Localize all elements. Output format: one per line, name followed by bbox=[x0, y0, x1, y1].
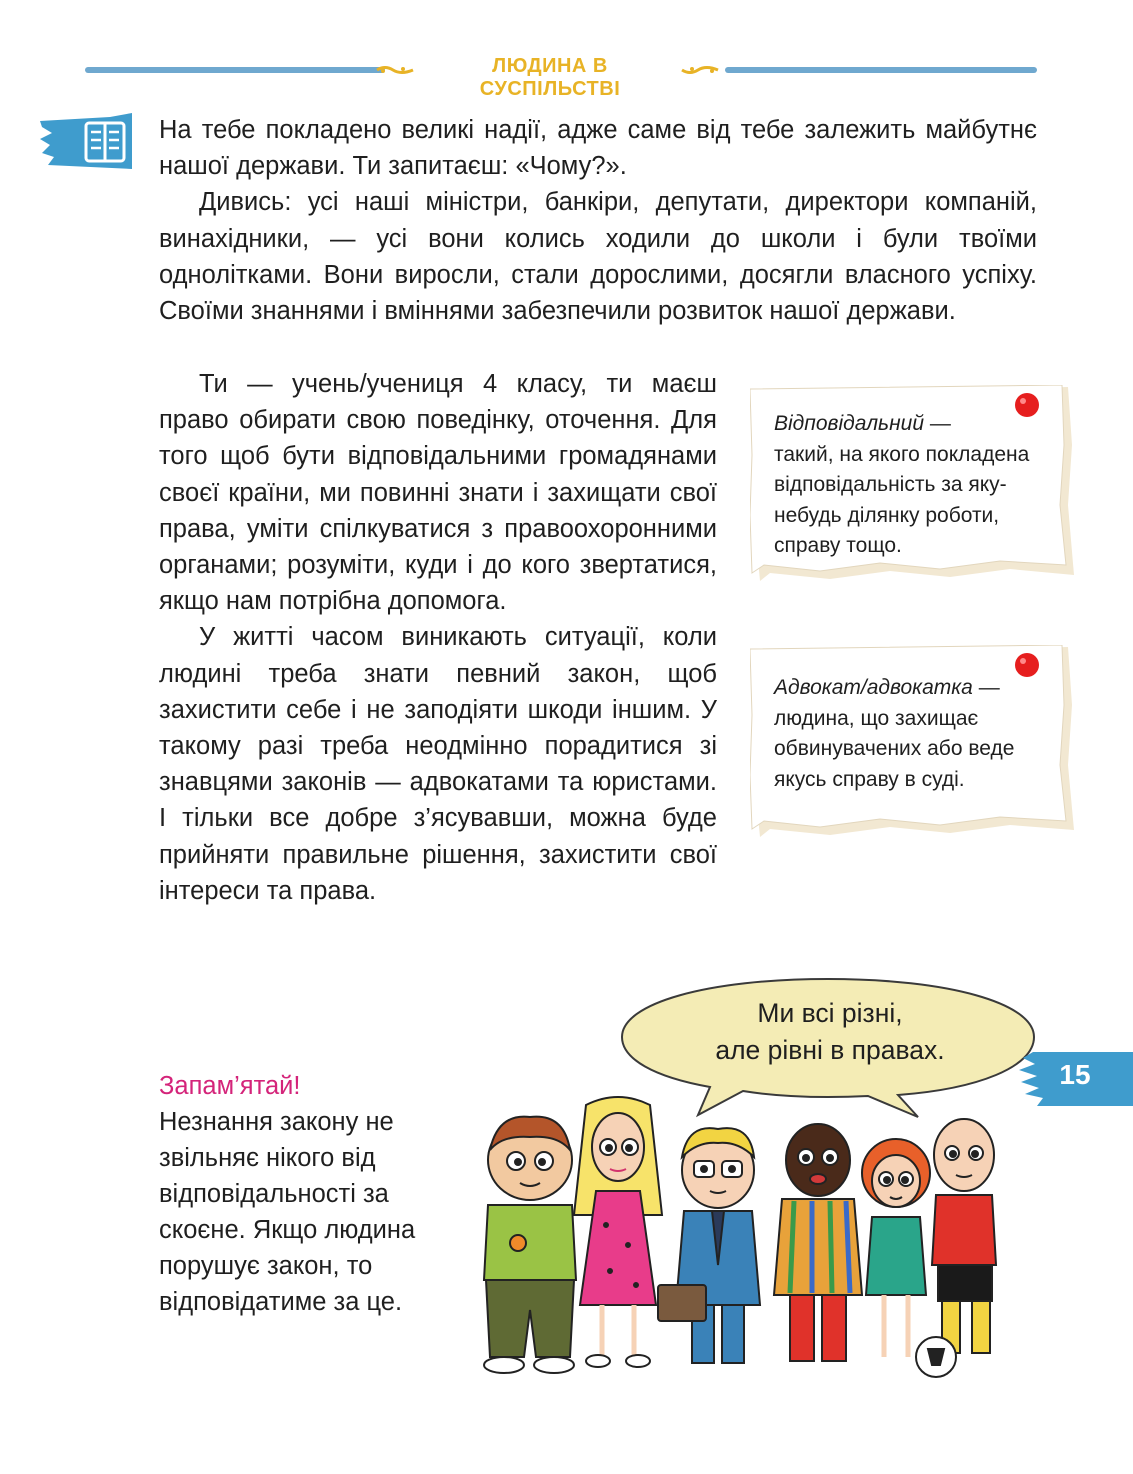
page-number: 15 bbox=[1059, 1059, 1091, 1090]
bubble-line-1: Ми всі різні, bbox=[757, 998, 903, 1028]
header-rule-right bbox=[725, 67, 1037, 73]
glossary-note-responsible bbox=[750, 385, 1080, 585]
term-responsible: Відповідальний bbox=[774, 412, 924, 435]
page-header-title: ЛЮДИНА В СУСПІЛЬСТВІ bbox=[479, 55, 621, 100]
boy-blue-suit bbox=[658, 1128, 760, 1363]
open-book-icon bbox=[40, 113, 132, 169]
remember-title: Запам’ятай! bbox=[159, 1072, 301, 1100]
remember-box bbox=[159, 1068, 459, 1320]
term-dash: — bbox=[972, 676, 1000, 699]
paragraph-1: На тебе покладено великі надії, адже саме від тебе залежить майбутнє нашої держави. Ти запитаєш: «Чому?». bbox=[159, 116, 1037, 181]
body-text bbox=[159, 366, 717, 909]
paragraph-3: Ти — учень/учениця 4 класу, ти маєш право обирати свою поведінку, оточення. Для того щоб бути відповідальними громадянами своєї країни, ми повинні знати і захищати свої права, уміти спілкуватися з правоохоронними органами; розуміти, куди і до кого звертатися, якщо нам потрібна допомога. bbox=[159, 370, 717, 616]
header-rule-left bbox=[85, 67, 385, 73]
intro-text bbox=[159, 112, 1037, 329]
definition-responsible: такий, на якого покладена відповідальність за яку-небудь ділянку роботи, справу тощо. bbox=[774, 442, 1030, 557]
definition-lawyer: людина, що захищає обвинувачених або веде якусь справу в суді. bbox=[774, 706, 1015, 791]
remember-text: Незнання закону не звільняє нікого від відповідальності за скоєне. Якщо людина порушує закон, то відповідатиме за це. bbox=[159, 1108, 416, 1316]
speech-bubble-text bbox=[640, 995, 1020, 1069]
girl-green-top bbox=[862, 1139, 930, 1357]
term-dash: — bbox=[924, 412, 951, 435]
children-illustration bbox=[478, 1095, 998, 1395]
bubble-line-2: але рівні в правах. bbox=[715, 1035, 945, 1065]
term-lawyer: Адвокат/адвокатка bbox=[774, 676, 973, 699]
boy-red-shirt bbox=[916, 1119, 996, 1377]
glossary-note-lawyer bbox=[750, 645, 1080, 840]
boy-striped-shirt bbox=[774, 1124, 862, 1361]
header-ornament-right bbox=[680, 64, 720, 76]
girl-pink-dress bbox=[574, 1097, 662, 1367]
header-ornament-left bbox=[375, 64, 415, 76]
paragraph-4: У житті часом виникають ситуації, коли людині треба знати певний закон, щоб захистити себе і не заподіяти шкоди іншим. У такому разі треба неодмінно порадитися зі знавцями законів — адвокатами та юристами. І тільки все добре з’ясувавши, можна буде прийняти правильне рішення, захистити свої інтереси та права. bbox=[159, 623, 717, 905]
paragraph-2: Дивись: усі наші міністри, банкіри, депутати, директори компаній, винахідники, — усі вони колись ходили до школи і були твоїми однолітками. Вони виросли, стали дорослими, досягли власного успіху. Своїми знаннями і вміннями забезпечили розвиток нашої держави. bbox=[159, 188, 1037, 326]
boy-green-shirt bbox=[484, 1117, 576, 1373]
